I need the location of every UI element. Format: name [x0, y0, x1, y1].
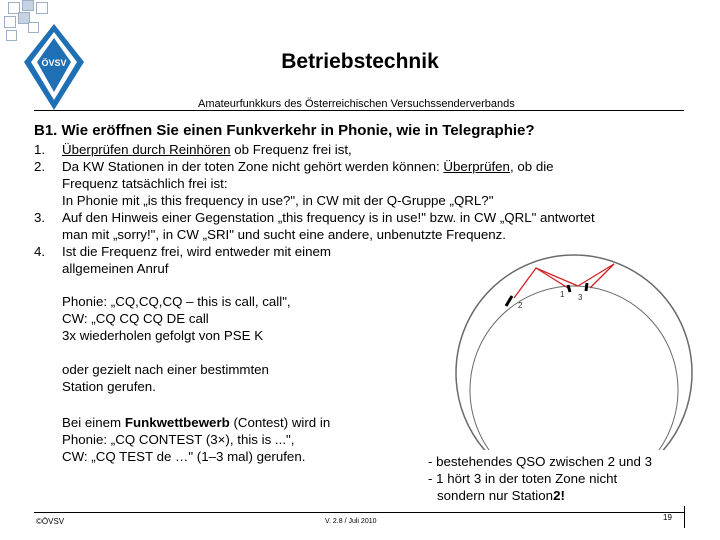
contest-text: (Contest) wird in — [229, 415, 331, 430]
station-label-3: 3 — [578, 293, 583, 302]
list-number: 3. — [34, 210, 46, 225]
item1-underlined: Überprüfen durch Reinhören — [62, 142, 231, 157]
item2-text: , ob die — [509, 159, 554, 174]
footer-divider-tick — [684, 506, 685, 528]
decor-square — [36, 2, 48, 14]
item2-underlined: Überprüfen — [443, 159, 510, 174]
logo-text: ÖVSV — [41, 58, 67, 68]
note-text: sondern nur Station — [437, 488, 554, 503]
call-cw: CW: „CQ CQ CQ DE call — [62, 311, 209, 326]
list-item-1 — [62, 141, 352, 158]
footer-copyright: ©ÖVSV — [36, 517, 65, 526]
diagram-note-1: - bestehendes QSO zwischen 2 und 3 — [428, 454, 652, 469]
station-1-antenna — [568, 285, 570, 292]
list-item-3: Auf den Hinweis einer Gegenstation „this frequency is in use!" bzw. in CW „QRL" antwortet — [62, 210, 595, 225]
list-number: 1. — [34, 142, 46, 157]
item1-text: ob Frequenz frei ist, — [230, 142, 352, 157]
station-label-2: 2 — [518, 301, 523, 310]
diagram-note-2: - 1 hört 3 in der toten Zone nicht — [428, 471, 618, 486]
contest-line3: CW: „CQ TEST de …" (1–3 mal) gerufen. — [62, 449, 306, 464]
footer-divider — [34, 512, 684, 513]
station-3-antenna — [586, 283, 587, 291]
header-divider — [34, 110, 684, 111]
question-heading: B1. Wie eröffnen Sie einen Funkverkehr in Phonie, wie in Telegraphie? — [34, 122, 535, 139]
call-alternative: oder gezielt nach einer bestimmten — [62, 362, 269, 377]
list-item-2-line2: Frequenz tatsächlich frei ist: — [62, 176, 228, 191]
contest-bold: Funkwettbewerb — [124, 415, 230, 430]
call-repeat: 3x wiederholen gefolgt von PSE K — [62, 328, 264, 343]
call-alternative-line2: Station gerufen. — [62, 379, 156, 394]
diagram-note-3 — [437, 487, 565, 504]
contest-line2: Phonie: „CQ CONTEST (3×), this is ...", — [62, 432, 295, 447]
note-bold: 2! — [553, 488, 565, 503]
footer-version: V. 2.8 / Juli 2010 — [325, 518, 377, 525]
page-title: Betriebstechnik — [281, 50, 439, 73]
decor-square — [6, 30, 17, 41]
list-item-4-line2: allgemeinen Anruf — [62, 261, 169, 276]
decor-square — [4, 16, 16, 28]
page-subtitle: Amateurfunkkurs des Österreichischen Versuchssenderverbands — [198, 98, 515, 110]
contest-line1 — [62, 414, 330, 431]
station-label-1: 1 — [560, 290, 565, 299]
list-item-2 — [62, 158, 554, 175]
page-number: 19 — [663, 513, 672, 522]
contest-text: Bei einem — [62, 415, 125, 430]
list-item-4: Ist die Frequenz frei, wird entweder mit einem — [62, 244, 332, 259]
decor-square — [22, 0, 34, 11]
call-phonie: Phonie: „CQ,CQ,CQ – this is call, call", — [62, 294, 291, 309]
list-item-3-line2: man mit „sorry!", in CW „SRI" und sucht eine andere, unbenutzte Frequenz. — [62, 227, 507, 242]
propagation-diagram — [440, 250, 710, 450]
list-item-2-line3: In Phonie mit „is this frequency in use?", in CW mit der Q-Gruppe „QRL?" — [62, 193, 494, 208]
item2-text: Da KW Stationen in der toten Zone nicht gehört werden können: — [62, 159, 444, 174]
list-number: 4. — [34, 244, 46, 259]
list-number: 2. — [34, 159, 46, 174]
